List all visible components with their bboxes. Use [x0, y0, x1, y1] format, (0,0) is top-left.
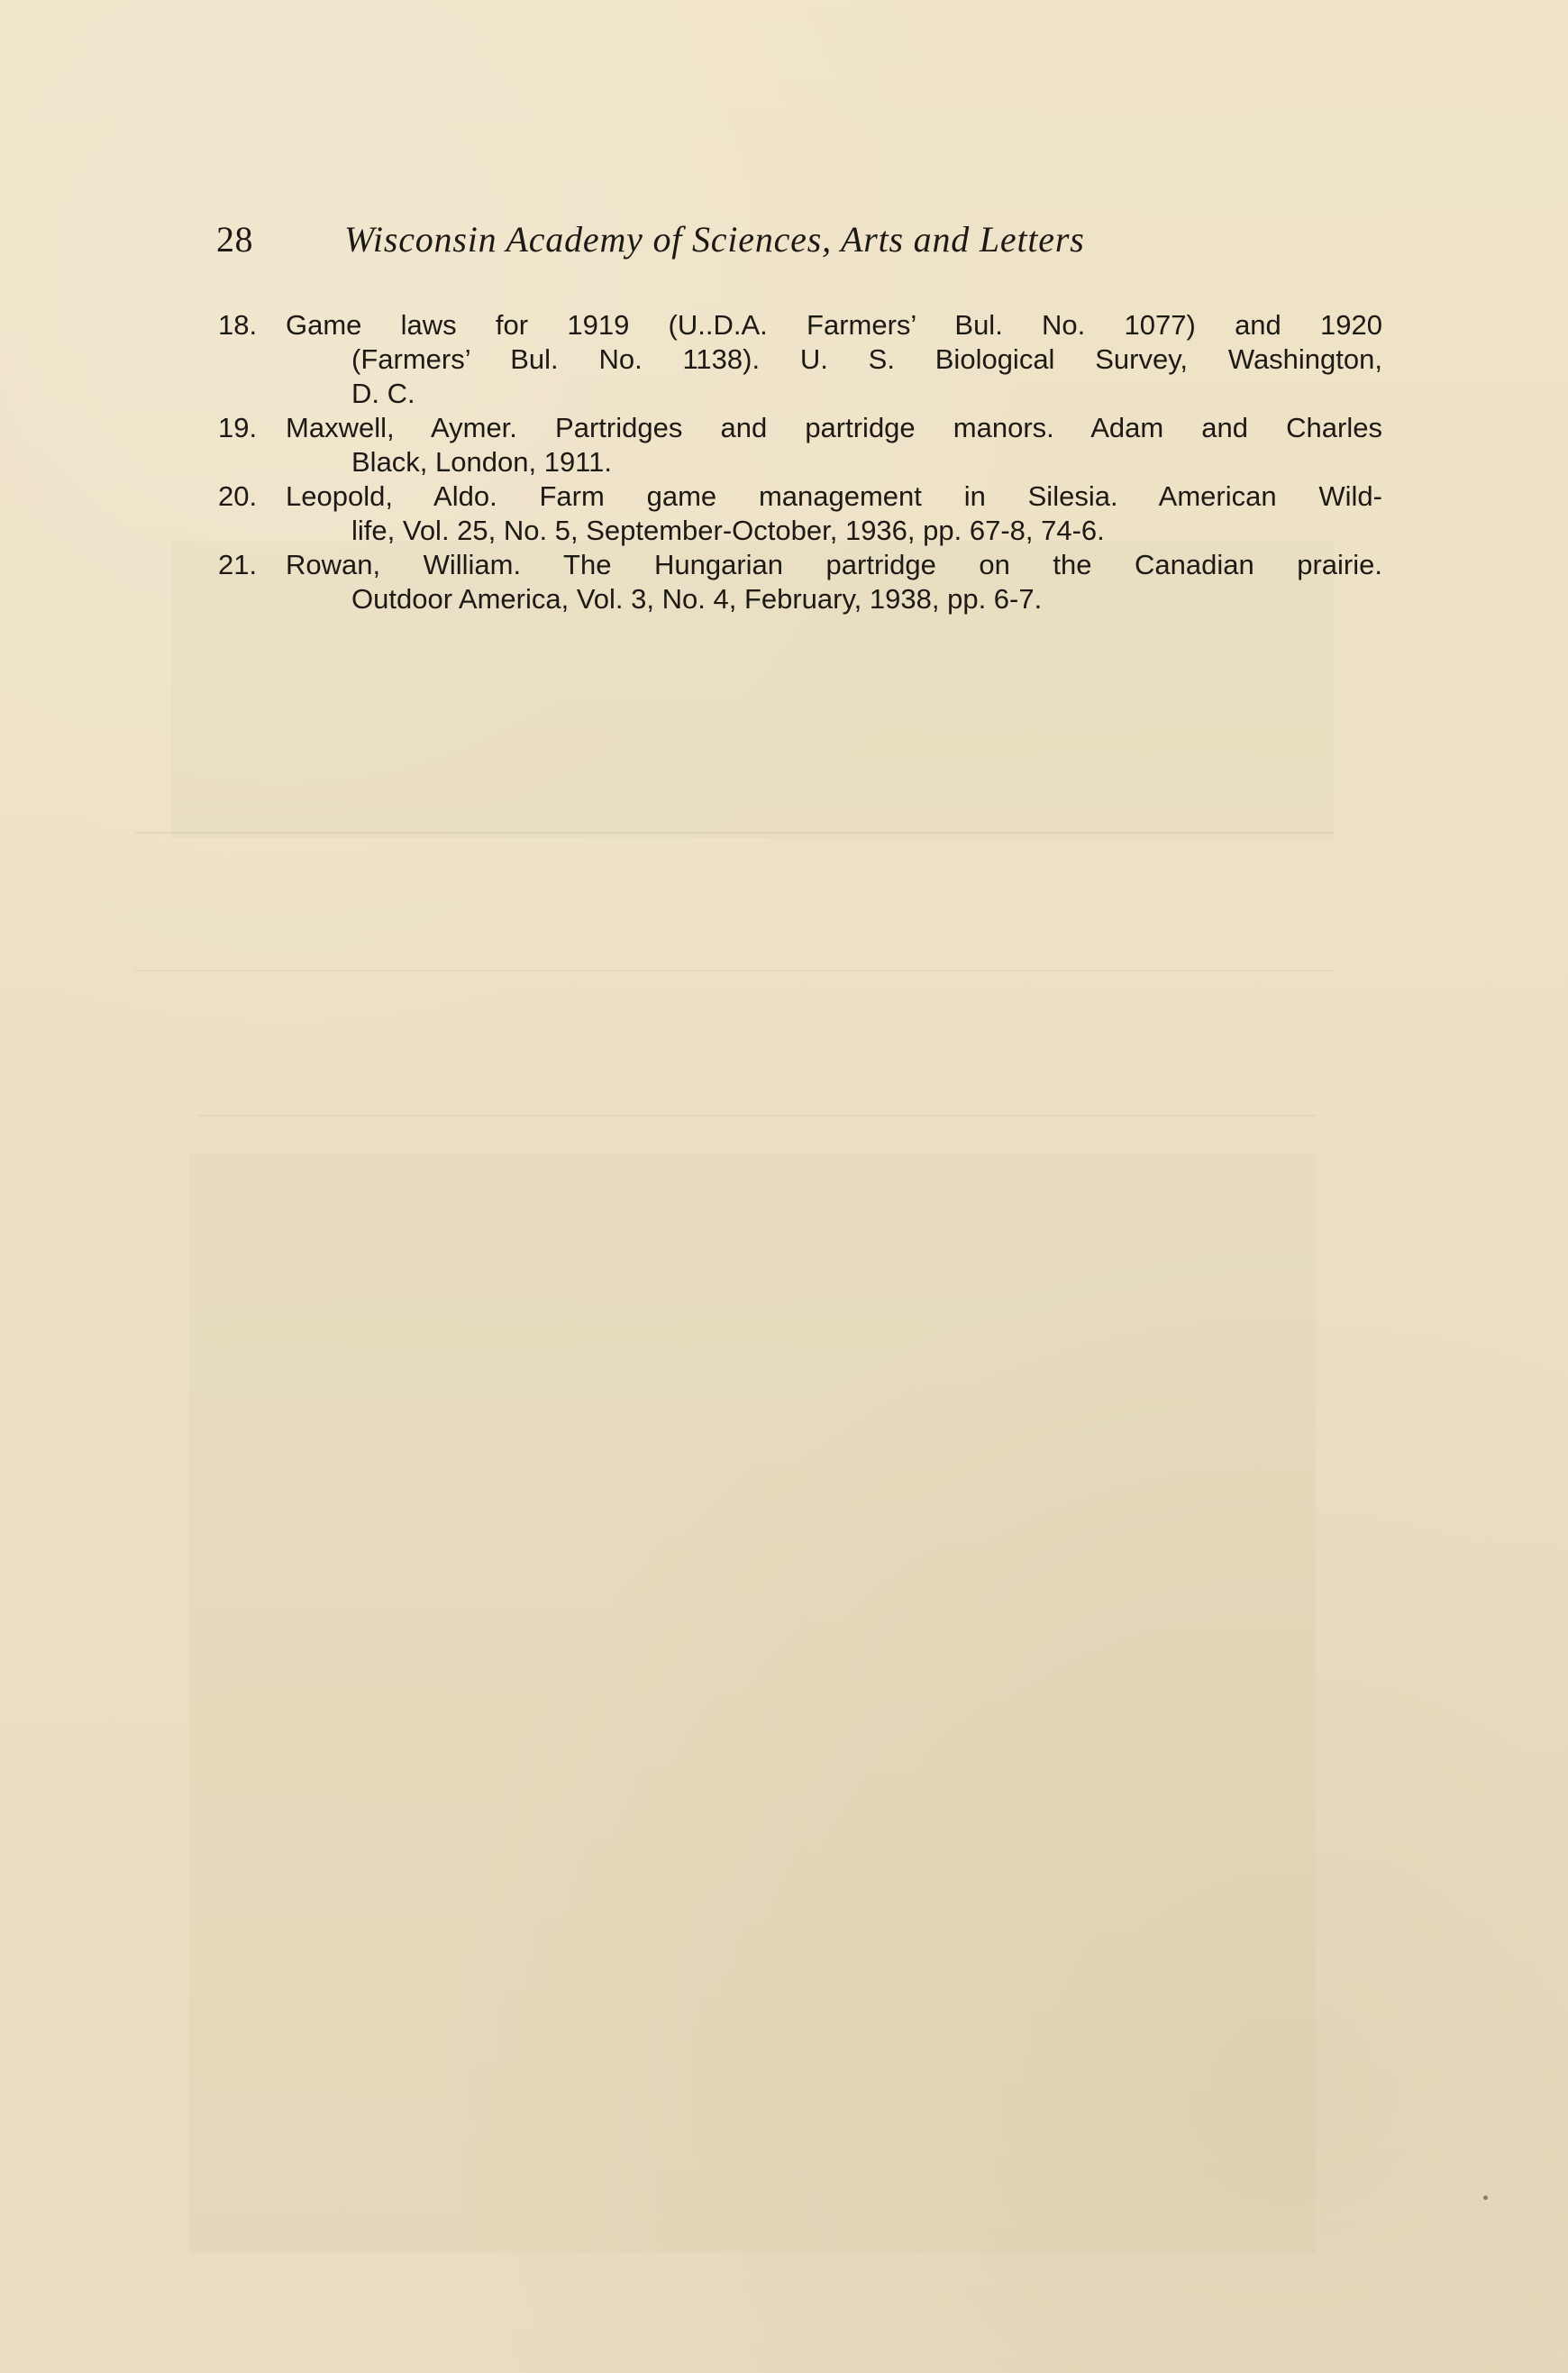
reference-line: Rowan, William. The Hungarian partridge on the Canadian prairie. [286, 549, 1382, 580]
page-header [216, 216, 1262, 263]
reference-line: Leopold, Aldo. Farm game management in Silesia. American Wild- [286, 480, 1382, 512]
reference-item [218, 548, 1382, 616]
reference-number: 18. [218, 309, 258, 341]
reference-item [218, 308, 1382, 411]
show-through-rule [135, 970, 1334, 972]
page-number: 28 [216, 219, 253, 260]
reference-line: (Farmers’ Bul. No. 1138). U. S. Biological Survey, Washington, [351, 343, 1382, 375]
reference-list [218, 308, 1382, 616]
reference-line: Outdoor America, Vol. 3, No. 4, February, 1938, pp. 6-7. [351, 583, 1043, 615]
paper-speck [1483, 2195, 1488, 2200]
reference-number: 20. [218, 480, 258, 512]
show-through-rule [198, 1115, 1316, 1117]
reference-line: D. C. [351, 378, 415, 409]
reference-line: life, Vol. 25, No. 5, September-October, 1936, pp. 67-8, 74-6. [351, 515, 1105, 546]
reference-item [218, 479, 1382, 548]
reference-number: 19. [218, 412, 258, 443]
reference-item [218, 411, 1382, 479]
reference-number: 21. [218, 549, 258, 580]
running-title: Wisconsin Academy of Sciences, Arts and Letters [344, 219, 1085, 260]
show-through-rule [135, 832, 1334, 834]
reference-line: Maxwell, Aymer. Partridges and partridge manors. Adam and Charles [286, 412, 1382, 443]
reference-line: Black, London, 1911. [351, 446, 612, 478]
reference-line: Game laws for 1919 (U..D.A. Farmers’ Bul. No. 1077) and 1920 [286, 309, 1382, 341]
show-through-block [189, 1154, 1316, 2253]
